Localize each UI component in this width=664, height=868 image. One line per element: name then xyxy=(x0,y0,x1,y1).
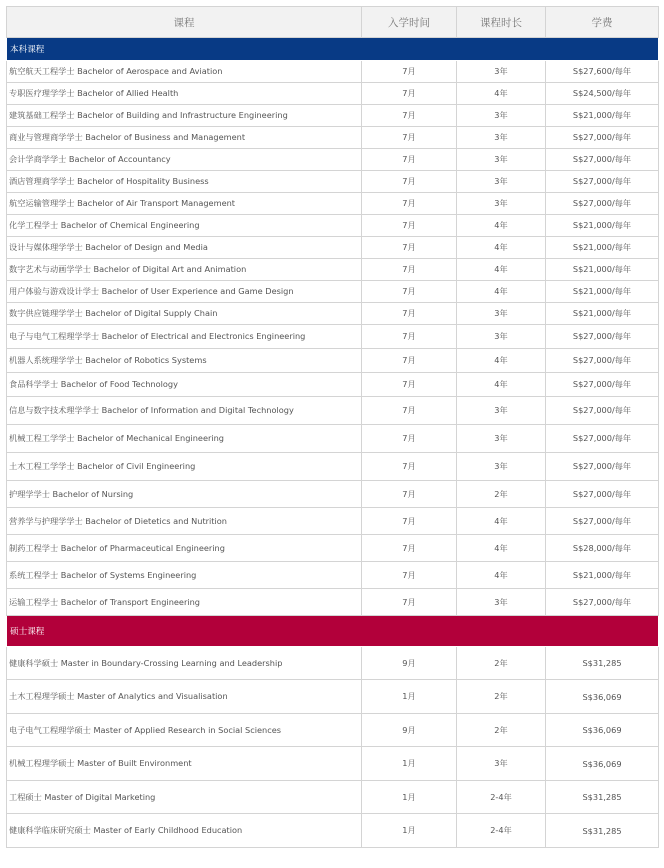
course-name: 制药工程学士 Bachelor of Pharmaceutical Engineering xyxy=(7,535,362,562)
table-row xyxy=(7,589,659,616)
course-name: 化学工程学士 Bachelor of Chemical Engineering xyxy=(7,215,362,237)
table-header-row xyxy=(7,7,659,38)
section-undergraduate xyxy=(7,38,659,61)
course-name: 设计与媒体理学学士 Bachelor of Design and Media xyxy=(7,237,362,259)
table-row xyxy=(7,303,659,325)
table-row xyxy=(7,481,659,508)
section-title-postgraduate: 硕士课程 xyxy=(7,616,659,647)
fee-cell: S$31,285 xyxy=(546,647,659,680)
table-row xyxy=(7,349,659,373)
table-row xyxy=(7,781,659,814)
intake-cell: 7月 xyxy=(362,83,457,105)
fee-cell: S$31,285 xyxy=(546,814,659,848)
duration-cell: 3年 xyxy=(457,325,546,349)
duration-cell: 2年 xyxy=(457,647,546,680)
table-row xyxy=(7,215,659,237)
table-row xyxy=(7,83,659,105)
table-row xyxy=(7,105,659,127)
intake-cell: 7月 xyxy=(362,149,457,171)
table-row xyxy=(7,747,659,781)
duration-cell: 3年 xyxy=(457,425,546,453)
intake-cell: 1月 xyxy=(362,814,457,848)
course-name: 建筑基础工程学士 Bachelor of Building and Infrastructure Engineering xyxy=(7,105,362,127)
fee-cell: S$21,000/每年 xyxy=(546,237,659,259)
duration-cell: 4年 xyxy=(457,281,546,303)
duration-cell: 4年 xyxy=(457,237,546,259)
duration-cell: 3年 xyxy=(457,171,546,193)
table-row xyxy=(7,373,659,397)
fee-cell: S$36,069 xyxy=(546,747,659,781)
intake-cell: 7月 xyxy=(362,193,457,215)
course-name: 土木工程工学学士 Bachelor of Civil Engineering xyxy=(7,453,362,481)
header-course: 课程 xyxy=(7,7,362,38)
course-name: 机械工程工学学士 Bachelor of Mechanical Engineering xyxy=(7,425,362,453)
fee-cell: S$27,000/每年 xyxy=(546,508,659,535)
course-name: 会计学商学学士 Bachelor of Accountancy xyxy=(7,149,362,171)
fee-cell: S$36,069 xyxy=(546,680,659,714)
table-row xyxy=(7,562,659,589)
table-row xyxy=(7,171,659,193)
course-name: 运输工程学士 Bachelor of Transport Engineering xyxy=(7,589,362,616)
table-row xyxy=(7,535,659,562)
duration-cell: 3年 xyxy=(457,61,546,83)
course-name: 酒店管理商学学士 Bachelor of Hospitality Business xyxy=(7,171,362,193)
fee-cell: S$24,500/每年 xyxy=(546,83,659,105)
table-row xyxy=(7,647,659,680)
duration-cell: 4年 xyxy=(457,349,546,373)
fee-cell: S$27,000/每年 xyxy=(546,373,659,397)
fee-cell: S$36,069 xyxy=(546,714,659,747)
fee-cell: S$27,000/每年 xyxy=(546,349,659,373)
fee-cell: S$21,000/每年 xyxy=(546,105,659,127)
course-name: 电子与电气工程理学学士 Bachelor of Electrical and Electronics Engineering xyxy=(7,325,362,349)
duration-cell: 3年 xyxy=(457,149,546,171)
fee-cell: S$27,600/每年 xyxy=(546,61,659,83)
intake-cell: 9月 xyxy=(362,714,457,747)
duration-cell: 3年 xyxy=(457,589,546,616)
table-row xyxy=(7,714,659,747)
course-name: 商业与管理商学学士 Bachelor of Business and Management xyxy=(7,127,362,149)
duration-cell: 3年 xyxy=(457,193,546,215)
header-intake: 入学时间 xyxy=(362,7,457,38)
fee-cell: S$27,000/每年 xyxy=(546,589,659,616)
fee-cell: S$21,000/每年 xyxy=(546,259,659,281)
fee-cell: S$21,000/每年 xyxy=(546,215,659,237)
course-name: 健康科学临床研究硕士 Master of Early Childhood Education xyxy=(7,814,362,848)
table-row xyxy=(7,425,659,453)
intake-cell: 7月 xyxy=(362,397,457,425)
duration-cell: 2年 xyxy=(457,680,546,714)
fee-cell: S$27,000/每年 xyxy=(546,193,659,215)
fee-cell: S$31,285 xyxy=(546,781,659,814)
duration-cell: 4年 xyxy=(457,508,546,535)
fee-cell: S$27,000/每年 xyxy=(546,453,659,481)
intake-cell: 7月 xyxy=(362,105,457,127)
duration-cell: 4年 xyxy=(457,259,546,281)
duration-cell: 3年 xyxy=(457,397,546,425)
course-name: 健康科学硕士 Master in Boundary-Crossing Learning and Leadership xyxy=(7,647,362,680)
course-name: 航空运输管理学士 Bachelor of Air Transport Management xyxy=(7,193,362,215)
table-row xyxy=(7,508,659,535)
intake-cell: 7月 xyxy=(362,453,457,481)
course-name: 营养学与护理学学士 Bachelor of Dietetics and Nutrition xyxy=(7,508,362,535)
table-row xyxy=(7,259,659,281)
table-row xyxy=(7,680,659,714)
course-name: 用户体验与游戏设计学士 Bachelor of User Experience and Game Design xyxy=(7,281,362,303)
intake-cell: 1月 xyxy=(362,781,457,814)
table-row xyxy=(7,61,659,83)
course-name: 航空航天工程学士 Bachelor of Aerospace and Aviation xyxy=(7,61,362,83)
intake-cell: 7月 xyxy=(362,508,457,535)
fee-cell: S$27,000/每年 xyxy=(546,425,659,453)
table-row xyxy=(7,193,659,215)
duration-cell: 4年 xyxy=(457,215,546,237)
table-row xyxy=(7,281,659,303)
duration-cell: 4年 xyxy=(457,562,546,589)
fee-cell: S$27,000/每年 xyxy=(546,397,659,425)
course-name: 系统工程学士 Bachelor of Systems Engineering xyxy=(7,562,362,589)
course-name: 机械工程理学硕士 Master of Built Environment xyxy=(7,747,362,781)
intake-cell: 7月 xyxy=(362,237,457,259)
fee-cell: S$27,000/每年 xyxy=(546,127,659,149)
duration-cell: 4年 xyxy=(457,535,546,562)
intake-cell: 7月 xyxy=(362,481,457,508)
table-row xyxy=(7,397,659,425)
duration-cell: 3年 xyxy=(457,747,546,781)
fee-cell: S$21,000/每年 xyxy=(546,303,659,325)
fee-cell: S$27,000/每年 xyxy=(546,481,659,508)
intake-cell: 7月 xyxy=(362,303,457,325)
intake-cell: 7月 xyxy=(362,127,457,149)
fee-cell: S$28,000/每年 xyxy=(546,535,659,562)
table-row xyxy=(7,237,659,259)
intake-cell: 7月 xyxy=(362,281,457,303)
intake-cell: 1月 xyxy=(362,747,457,781)
duration-cell: 2年 xyxy=(457,714,546,747)
duration-cell: 3年 xyxy=(457,303,546,325)
intake-cell: 1月 xyxy=(362,680,457,714)
intake-cell: 7月 xyxy=(362,171,457,193)
header-fee: 学费 xyxy=(546,7,659,38)
table-row xyxy=(7,325,659,349)
intake-cell: 7月 xyxy=(362,535,457,562)
course-name: 数字供应链理学学士 Bachelor of Digital Supply Chain xyxy=(7,303,362,325)
header-duration: 课程时长 xyxy=(457,7,546,38)
course-name: 专职医疗理学学士 Bachelor of Allied Health xyxy=(7,83,362,105)
section-postgraduate xyxy=(7,616,659,647)
intake-cell: 7月 xyxy=(362,562,457,589)
intake-cell: 7月 xyxy=(362,373,457,397)
course-name: 工程硕士 Master of Digital Marketing xyxy=(7,781,362,814)
fee-cell: S$27,000/每年 xyxy=(546,325,659,349)
duration-cell: 3年 xyxy=(457,453,546,481)
intake-cell: 9月 xyxy=(362,647,457,680)
section-title-undergraduate: 本科课程 xyxy=(7,38,659,61)
course-table xyxy=(6,6,659,848)
duration-cell: 3年 xyxy=(457,127,546,149)
duration-cell: 2-4年 xyxy=(457,781,546,814)
table-row xyxy=(7,149,659,171)
intake-cell: 7月 xyxy=(362,259,457,281)
table-row xyxy=(7,453,659,481)
fee-cell: S$27,000/每年 xyxy=(546,171,659,193)
course-name: 土木工程理学硕士 Master of Analytics and Visualisation xyxy=(7,680,362,714)
duration-cell: 4年 xyxy=(457,373,546,397)
course-name: 电子电气工程理学硕士 Master of Applied Research in Social Sciences xyxy=(7,714,362,747)
fee-cell: S$21,000/每年 xyxy=(546,281,659,303)
course-name: 信息与数字技术理学学士 Bachelor of Information and Digital Technology xyxy=(7,397,362,425)
duration-cell: 4年 xyxy=(457,83,546,105)
intake-cell: 7月 xyxy=(362,61,457,83)
table-row xyxy=(7,814,659,848)
fee-cell: S$27,000/每年 xyxy=(546,149,659,171)
intake-cell: 7月 xyxy=(362,215,457,237)
course-name: 护理学学士 Bachelor of Nursing xyxy=(7,481,362,508)
intake-cell: 7月 xyxy=(362,589,457,616)
course-name: 机器人系统理学学士 Bachelor of Robotics Systems xyxy=(7,349,362,373)
intake-cell: 7月 xyxy=(362,325,457,349)
intake-cell: 7月 xyxy=(362,425,457,453)
course-name: 数字艺术与动画学学士 Bachelor of Digital Art and Animation xyxy=(7,259,362,281)
duration-cell: 2年 xyxy=(457,481,546,508)
course-name: 食品科学学士 Bachelor of Food Technology xyxy=(7,373,362,397)
fee-cell: S$21,000/每年 xyxy=(546,562,659,589)
duration-cell: 2-4年 xyxy=(457,814,546,848)
table-row xyxy=(7,127,659,149)
duration-cell: 3年 xyxy=(457,105,546,127)
intake-cell: 7月 xyxy=(362,349,457,373)
